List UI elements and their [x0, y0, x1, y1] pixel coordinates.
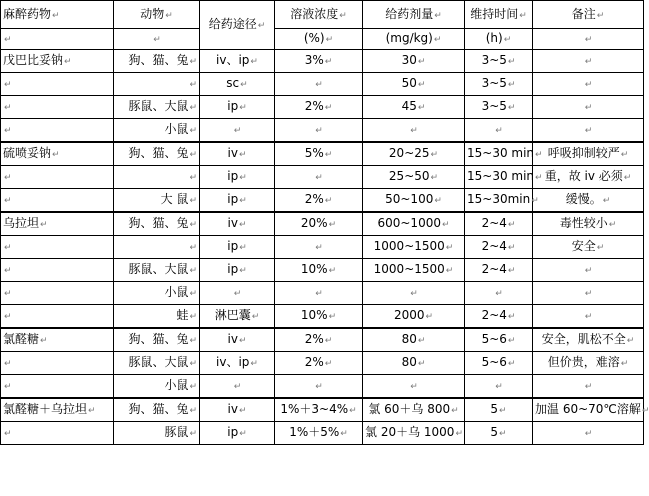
animal-cell: 狗、猫、兔↵: [114, 328, 200, 352]
header-animal-mark: ↵: [114, 29, 200, 50]
paragraph-mark: ↵: [430, 150, 439, 160]
table-row: [1, 352, 644, 375]
paragraph-mark: ↵: [620, 359, 629, 369]
paragraph-mark: ↵: [507, 243, 516, 253]
dose-cell: 20~25↵: [363, 142, 465, 166]
paragraph-mark: ↵: [584, 266, 593, 276]
paragraph-mark: ↵: [584, 382, 593, 392]
paragraph-mark: ↵: [250, 359, 258, 369]
animal-cell: 狗、猫、兔↵: [114, 50, 200, 73]
table-row: [1, 119, 644, 143]
duration-cell: 15~30 min↵: [465, 142, 533, 166]
note-cell: [533, 282, 644, 305]
paragraph-mark: ↵: [324, 359, 333, 369]
drug-name-cell: [1, 96, 114, 119]
paragraph-mark: ↵: [324, 150, 333, 160]
paragraph-mark: ↵: [189, 336, 197, 346]
animal-cell: [114, 166, 200, 189]
header-duration: 维持时间↵: [465, 1, 533, 29]
paragraph-mark: ↵: [535, 150, 543, 160]
duration-cell: 2~4↵: [465, 236, 533, 259]
note-cell: [533, 305, 644, 329]
route-cell: iv↵: [200, 212, 275, 236]
drug-name-cell: [1, 282, 114, 305]
paragraph-mark: ↵: [189, 103, 197, 113]
route-cell: [200, 375, 275, 399]
paragraph-mark: ↵: [4, 80, 12, 90]
paragraph-mark: ↵: [189, 196, 197, 206]
paragraph-mark: ↵: [233, 382, 242, 392]
duration-cell: 5~6↵: [465, 352, 533, 375]
dose-cell: 45↵: [363, 96, 465, 119]
paragraph-mark: ↵: [233, 289, 242, 299]
animal-cell: 豚鼠、大鼠↵: [114, 352, 200, 375]
paragraph-mark: ↵: [507, 359, 516, 369]
table-body: [1, 1, 649, 445]
header-note: 备注↵: [533, 1, 644, 29]
note-cell: [533, 375, 644, 399]
paragraph-mark: ↵: [410, 289, 418, 299]
table-row: [1, 282, 644, 305]
paragraph-mark: ↵: [4, 173, 12, 183]
header-row-2: [1, 29, 644, 50]
animal-cell: 豚鼠、大鼠↵: [114, 259, 200, 282]
note-cell: [533, 422, 644, 445]
paragraph-mark: ↵: [417, 336, 426, 346]
drug-name-cell: [1, 189, 114, 213]
route-cell: ip↵: [200, 189, 275, 213]
paragraph-mark: ↵: [189, 57, 197, 67]
paragraph-mark: ↵: [495, 289, 503, 299]
animal-cell: 狗、猫、兔↵: [114, 398, 200, 422]
concentration-cell: [275, 119, 363, 143]
route-cell: [200, 282, 275, 305]
paragraph-mark: ↵: [499, 429, 507, 439]
paragraph-mark: ↵: [315, 382, 323, 392]
paragraph-mark: ↵: [417, 57, 426, 67]
paragraph-mark: ↵: [239, 196, 247, 206]
paragraph-mark: ↵: [4, 429, 12, 439]
note-cell: 缓慢。↵: [533, 189, 644, 213]
concentration-cell: [275, 375, 363, 399]
paragraph-mark: ↵: [584, 429, 593, 439]
table-row: [1, 398, 644, 422]
duration-cell: 2~4↵: [465, 212, 533, 236]
paragraph-mark: ↵: [410, 382, 418, 392]
concentration-cell: 2%↵: [275, 352, 363, 375]
table-row: [1, 328, 644, 352]
paragraph-mark: ↵: [239, 429, 247, 439]
paragraph-mark: ↵: [328, 266, 337, 276]
paragraph-mark: ↵: [507, 220, 516, 230]
concentration-cell: [275, 73, 363, 96]
paragraph-mark: ↵: [328, 220, 337, 230]
animal-cell: 小鼠↵: [114, 375, 200, 399]
paragraph-mark: ↵: [238, 220, 247, 230]
concentration-cell: 20%↵: [275, 212, 363, 236]
paragraph-mark: ↵: [189, 243, 197, 253]
dose-cell: 80↵: [363, 352, 465, 375]
paragraph-mark: ↵: [596, 243, 605, 253]
drug-name-cell: [1, 236, 114, 259]
header-conc-unit: (%)↵: [275, 29, 363, 50]
paragraph-mark: ↵: [189, 220, 197, 230]
route-cell: ip↵: [200, 96, 275, 119]
drug-name-cell: [1, 119, 114, 143]
paragraph-mark: ↵: [4, 196, 12, 206]
route-cell: iv、ip↵: [200, 352, 275, 375]
paragraph-mark: ↵: [40, 336, 48, 346]
note-cell: 加温 60~70℃溶解↵: [533, 398, 644, 422]
table-row: [1, 212, 644, 236]
header-row-1: [1, 1, 644, 29]
note-cell: 安全↵: [533, 236, 644, 259]
header-name-mark: ↵: [1, 29, 114, 50]
drug-name-cell: [1, 259, 114, 282]
paragraph-mark: ↵: [410, 126, 418, 136]
paragraph-mark: ↵: [189, 289, 197, 299]
drug-name-cell: 硫喷妥钠↵: [1, 142, 114, 166]
duration-cell: 15~30min↵: [465, 189, 533, 213]
table-row: [1, 166, 644, 189]
drug-name-cell: 戊巴比妥钠↵: [1, 50, 114, 73]
header-conc: 溶液浓度↵: [275, 1, 363, 29]
paragraph-mark: ↵: [584, 103, 593, 113]
paragraph-mark: ↵: [4, 126, 12, 136]
paragraph-mark: ↵: [88, 406, 96, 416]
paragraph-mark: ↵: [584, 312, 593, 322]
paragraph-mark: ↵: [189, 382, 197, 392]
paragraph-mark: ↵: [507, 266, 516, 276]
paragraph-mark: ↵: [40, 220, 48, 230]
drug-name-cell: [1, 422, 114, 445]
paragraph-mark: ↵: [324, 196, 333, 206]
dose-cell: 50↵: [363, 73, 465, 96]
route-cell: ip↵: [200, 422, 275, 445]
paragraph-mark: ↵: [455, 429, 463, 439]
drug-name-cell: [1, 166, 114, 189]
paragraph-mark: ↵: [620, 150, 629, 160]
paragraph-mark: ↵: [239, 173, 247, 183]
dose-cell: [363, 375, 465, 399]
paragraph-mark: ↵: [239, 266, 247, 276]
paragraph-mark: ↵: [425, 312, 434, 322]
animal-cell: 豚鼠、大鼠↵: [114, 96, 200, 119]
dose-cell: 30↵: [363, 50, 465, 73]
animal-cell: 小鼠↵: [114, 119, 200, 143]
note-cell: 重，故 iv 必须↵: [533, 166, 644, 189]
table-row: [1, 73, 644, 96]
animal-cell: [114, 73, 200, 96]
paragraph-mark: ↵: [495, 382, 503, 392]
dose-cell: [363, 282, 465, 305]
paragraph-mark: ↵: [189, 406, 197, 416]
animal-cell: 小鼠↵: [114, 282, 200, 305]
header-dose: 给药剂量↵: [363, 1, 465, 29]
paragraph-mark: ↵: [445, 243, 454, 253]
route-cell: 淋巴囊↵: [200, 305, 275, 329]
duration-cell: 3~5↵: [465, 73, 533, 96]
dose-cell: 氯 20＋乌 1000↵: [363, 422, 465, 445]
paragraph-mark: ↵: [64, 57, 72, 67]
duration-cell: [465, 119, 533, 143]
header-note-mark: ↵: [533, 29, 644, 50]
paragraph-mark: ↵: [602, 196, 611, 206]
concentration-cell: 10%↵: [275, 305, 363, 329]
route-cell: iv↵: [200, 328, 275, 352]
dose-cell: 2000↵: [363, 305, 465, 329]
paragraph-mark: ↵: [189, 80, 197, 90]
paragraph-mark: ↵: [324, 103, 333, 113]
paragraph-mark: ↵: [251, 312, 260, 322]
paragraph-mark: ↵: [189, 126, 197, 136]
dose-cell: 氯 60＋乌 800↵: [363, 398, 465, 422]
table-row: [1, 50, 644, 73]
paragraph-mark: ↵: [4, 103, 12, 113]
note-cell: [533, 119, 644, 143]
drug-name-cell: 氯醛糖＋乌拉坦↵: [1, 398, 114, 422]
paragraph-mark: ↵: [4, 243, 12, 253]
table-row: [1, 96, 644, 119]
paragraph-mark: ↵: [315, 126, 323, 136]
drug-name-cell: [1, 73, 114, 96]
paragraph-mark: ↵: [584, 126, 593, 136]
header-name: 麻醉药物↵: [1, 1, 114, 29]
dose-cell: 25~50↵: [363, 166, 465, 189]
route-cell: ip↵: [200, 259, 275, 282]
paragraph-mark: ↵: [441, 220, 450, 230]
route-cell: sc↵: [200, 73, 275, 96]
paragraph-mark: ↵: [4, 289, 12, 299]
paragraph-mark: ↵: [430, 173, 439, 183]
route-cell: iv、ip↵: [200, 50, 275, 73]
duration-cell: 3~5↵: [465, 96, 533, 119]
dose-cell: [363, 119, 465, 143]
duration-cell: 5↵: [465, 422, 533, 445]
paragraph-mark: ↵: [4, 382, 12, 392]
paragraph-mark: ↵: [417, 80, 426, 90]
paragraph-mark: ↵: [315, 243, 323, 253]
table-row: [1, 375, 644, 399]
drug-name-cell: [1, 352, 114, 375]
header-duration-unit: (h)↵: [465, 29, 533, 50]
drug-name-cell: 乌拉坦↵: [1, 212, 114, 236]
animal-cell: [114, 236, 200, 259]
paragraph-mark: ↵: [238, 336, 247, 346]
table-row: [1, 142, 644, 166]
paragraph-mark: ↵: [315, 173, 323, 183]
duration-cell: 3~5↵: [465, 50, 533, 73]
concentration-cell: 2%↵: [275, 96, 363, 119]
concentration-cell: [275, 282, 363, 305]
concentration-cell: 3%↵: [275, 50, 363, 73]
paragraph-mark: ↵: [240, 80, 248, 90]
route-cell: ip↵: [200, 166, 275, 189]
note-cell: [533, 73, 644, 96]
paragraph-mark: ↵: [189, 359, 197, 369]
paragraph-mark: ↵: [189, 429, 197, 439]
header-route: 给药途径↵: [200, 1, 275, 50]
paragraph-mark: ↵: [584, 80, 593, 90]
animal-cell: 狗、猫、兔↵: [114, 212, 200, 236]
dose-cell: 50~100↵: [363, 189, 465, 213]
paragraph-mark: ↵: [495, 126, 503, 136]
paragraph-mark: ↵: [507, 103, 516, 113]
duration-cell: 5~6↵: [465, 328, 533, 352]
paragraph-mark: ↵: [507, 312, 516, 322]
paragraph-mark: ↵: [315, 289, 323, 299]
route-cell: [200, 119, 275, 143]
header-animal: 动物↵: [114, 1, 200, 29]
paragraph-mark: ↵: [4, 312, 12, 322]
concentration-cell: [275, 236, 363, 259]
concentration-cell: 5%↵: [275, 142, 363, 166]
paragraph-mark: ↵: [315, 80, 323, 90]
paragraph-mark: ↵: [239, 103, 247, 113]
dose-cell: 600~1000↵: [363, 212, 465, 236]
paragraph-mark: ↵: [531, 196, 539, 206]
route-cell: iv↵: [200, 398, 275, 422]
paragraph-mark: ↵: [507, 57, 516, 67]
paragraph-mark: ↵: [52, 150, 60, 160]
table-row: [1, 305, 644, 329]
concentration-cell: 2%↵: [275, 189, 363, 213]
paragraph-mark: ↵: [507, 336, 516, 346]
paragraph-mark: ↵: [445, 266, 454, 276]
paragraph-mark: ↵: [434, 196, 442, 206]
paragraph-mark: ↵: [189, 150, 197, 160]
table-row: [1, 189, 644, 213]
note-cell: 安全，肌松不全↵: [533, 328, 644, 352]
paragraph-mark: ↵: [189, 266, 197, 276]
note-cell: 毒性较小↵: [533, 212, 644, 236]
paragraph-mark: ↵: [4, 359, 12, 369]
paragraph-mark: ↵: [535, 173, 543, 183]
paragraph-mark: ↵: [4, 266, 12, 276]
duration-cell: 2~4↵: [465, 305, 533, 329]
paragraph-mark: ↵: [641, 406, 649, 416]
note-cell: [533, 259, 644, 282]
concentration-cell: 1%＋3~4%↵: [275, 398, 363, 422]
header-dose-unit: (mg/kg)↵: [363, 29, 465, 50]
note-cell: [533, 96, 644, 119]
concentration-cell: [275, 166, 363, 189]
paragraph-mark: ↵: [626, 336, 635, 346]
paragraph-mark: ↵: [324, 336, 333, 346]
drug-name-cell: [1, 375, 114, 399]
animal-cell: 蛙↵: [114, 305, 200, 329]
paragraph-mark: ↵: [233, 126, 242, 136]
paragraph-mark: ↵: [499, 406, 507, 416]
duration-cell: 5↵: [465, 398, 533, 422]
note-cell: 但价贵，难溶↵: [533, 352, 644, 375]
animal-cell: 大 鼠↵: [114, 189, 200, 213]
paragraph-mark: ↵: [584, 289, 593, 299]
paragraph-mark: ↵: [238, 150, 247, 160]
paragraph-mark: ↵: [250, 57, 258, 67]
table-row: [1, 422, 644, 445]
concentration-cell: 10%↵: [275, 259, 363, 282]
paragraph-mark: ↵: [608, 220, 617, 230]
paragraph-mark: ↵: [324, 57, 333, 67]
drug-name-cell: 氯醛糖↵: [1, 328, 114, 352]
paragraph-mark: ↵: [349, 406, 357, 416]
paragraph-mark: ↵: [189, 312, 197, 322]
concentration-cell: 1%＋5%↵: [275, 422, 363, 445]
route-cell: iv↵: [200, 142, 275, 166]
note-cell: [533, 50, 644, 73]
dose-cell: 1000~1500↵: [363, 259, 465, 282]
route-cell: ip↵: [200, 236, 275, 259]
paragraph-mark: ↵: [623, 173, 632, 183]
paragraph-mark: ↵: [340, 429, 348, 439]
concentration-cell: 2%↵: [275, 328, 363, 352]
paragraph-mark: ↵: [451, 406, 459, 416]
paragraph-mark: ↵: [239, 243, 247, 253]
table-row: [1, 236, 644, 259]
paragraph-mark: ↵: [328, 312, 337, 322]
paragraph-mark: ↵: [584, 57, 593, 67]
paragraph-mark: ↵: [507, 80, 516, 90]
duration-cell: [465, 282, 533, 305]
dose-cell: 1000~1500↵: [363, 236, 465, 259]
animal-cell: 豚鼠↵: [114, 422, 200, 445]
duration-cell: 15~30 min↵: [465, 166, 533, 189]
table-row: [1, 259, 644, 282]
paragraph-mark: ↵: [238, 406, 247, 416]
note-cell: 呼吸抑制较严↵: [533, 142, 644, 166]
animal-cell: 狗、猫、兔↵: [114, 142, 200, 166]
paragraph-mark: ↵: [417, 359, 426, 369]
paragraph-mark: ↵: [417, 103, 426, 113]
dose-cell: 80↵: [363, 328, 465, 352]
drug-name-cell: [1, 305, 114, 329]
paragraph-mark: ↵: [189, 173, 197, 183]
duration-cell: 2~4↵: [465, 259, 533, 282]
duration-cell: [465, 375, 533, 399]
